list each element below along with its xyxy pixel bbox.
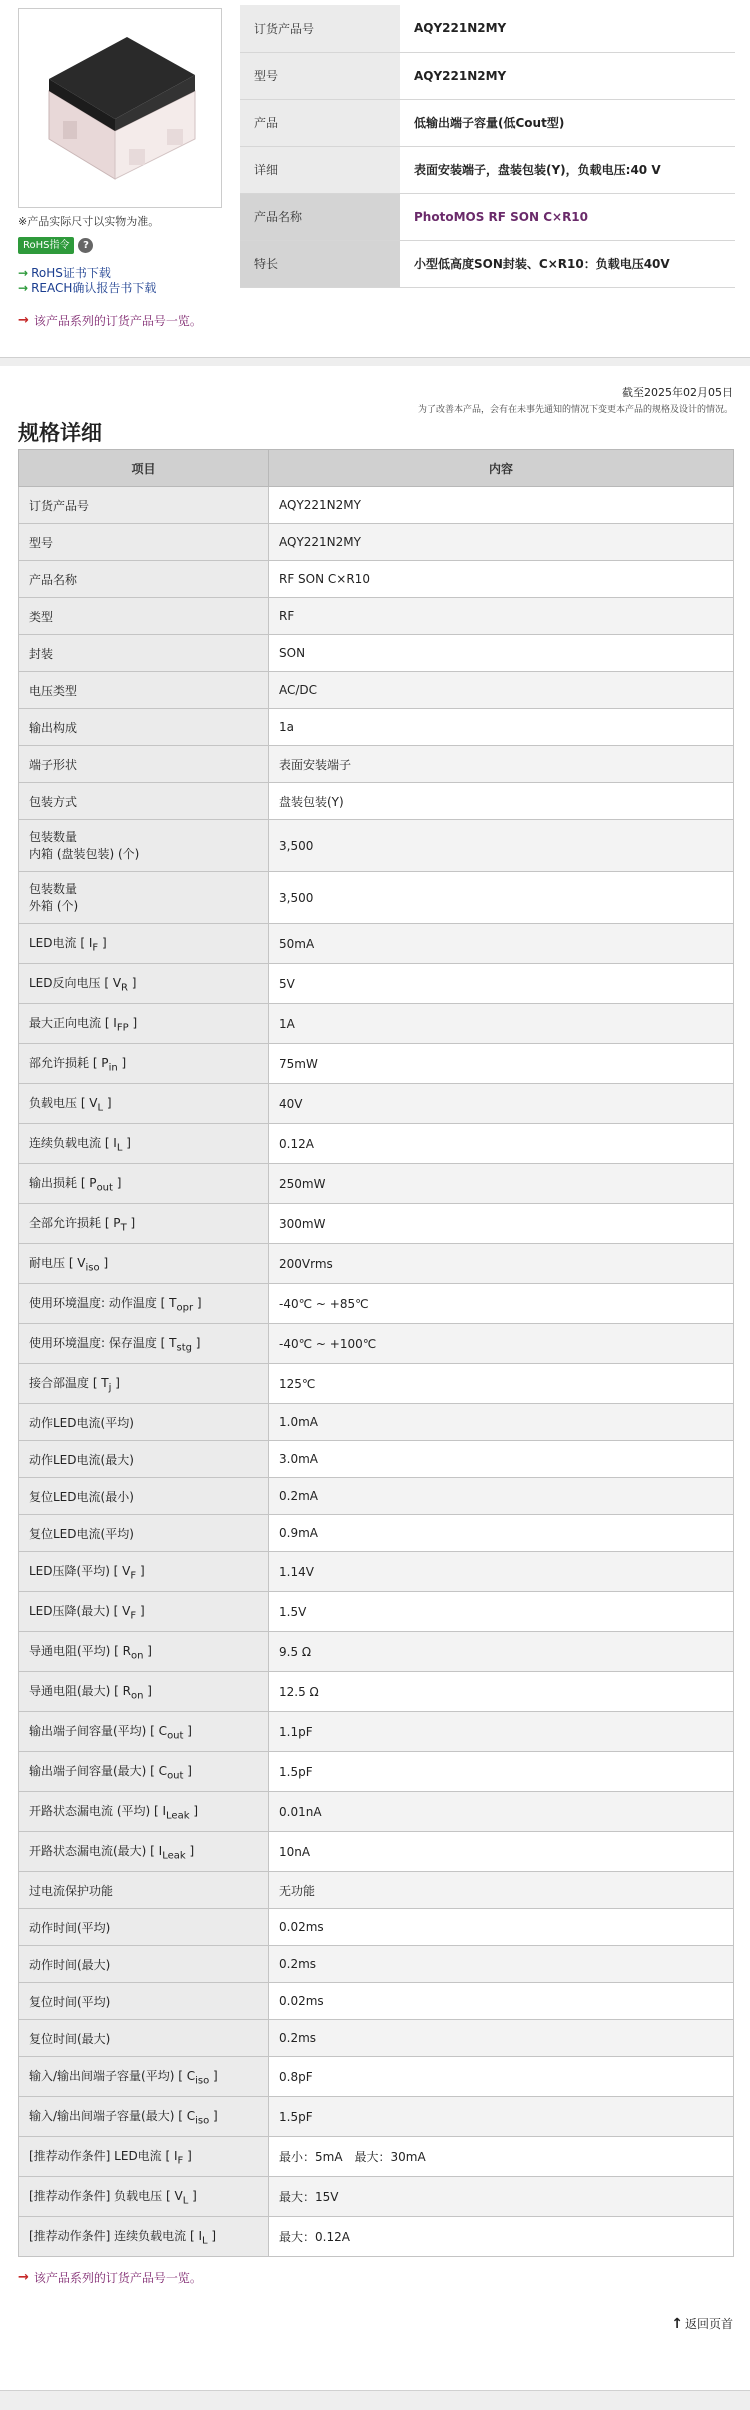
spec-row [19,1792,734,1832]
spec-label-tail: ] [209,2068,218,2083]
spec-value: -40℃ ~ +85℃ [269,1284,734,1324]
spec-header-row [19,450,734,487]
spec-label [19,964,269,1004]
spec-value: 5V [269,964,734,1004]
spec-label-subscript: out [167,1770,184,1782]
spec-value: 0.2ms [269,1946,734,1983]
spec-row [19,672,734,709]
spec-label-tail: ] [185,1843,195,1858]
spec-label-text: 最大正向电流 [ I [29,1015,117,1030]
spec-value: 1A [269,1004,734,1044]
spec-label-text: 使用环境温度: 保存温度 [ T [29,1335,177,1350]
spec-value: 0.02ms [269,1983,734,2020]
spec-label-tail: ] [103,1095,112,1110]
spec-row [19,1592,734,1632]
spec-row [19,598,734,635]
spec-label-text: 导通电阻(最大) [ R [29,1683,132,1698]
spec-label [19,746,269,783]
spec-label-subscript: iso [85,1262,100,1274]
spec-label [19,1592,269,1632]
spec-value: 无功能 [269,1872,734,1909]
summary-key: 详细 [240,146,400,193]
spec-label-text: 过电流保护功能 [29,1883,114,1898]
spec-row [19,1204,734,1244]
spec-label [19,2137,269,2177]
spec-label [19,1478,269,1515]
spec-label-subscript: F [92,942,99,954]
spec-label-text: 输出端子间容量(平均) [ C [29,1723,168,1738]
spec-label-line: 包装数量 [29,829,78,844]
reach-report-label: REACH确认报告书下载 [31,281,157,295]
spec-value: 200Vrms [269,1244,734,1284]
spec-label [19,1204,269,1244]
as-of-date: 截至2025年02月05日 [622,386,733,399]
spec-label-text: 使用环境温度: 动作温度 [ T [29,1295,177,1310]
spec-label-text: LED压降(最大) [ V [29,1603,131,1618]
spec-label [19,1324,269,1364]
spec-label-text: 输出端子间容量(最大) [ C [29,1763,168,1778]
spec-label-subscript: Leak [162,1850,186,1862]
spec-label-subscript: out [96,1182,113,1194]
spec-value: 1.5pF [269,2097,734,2137]
spec-label-subscript: Leak [166,1810,190,1822]
spec-label [19,2177,269,2217]
spec-label-subscript: j [108,1382,112,1394]
spec-label-subscript: stg [176,1342,192,1354]
spec-row [19,1044,734,1084]
spec-label-tail: ] [111,1375,120,1390]
spec-label-text: 输出构成 [29,720,78,735]
spec-label [19,2097,269,2137]
spec-label-line: 外箱 (个) [29,898,79,913]
summary-key: 特长 [240,240,400,287]
spec-value: 1.0mA [269,1404,734,1441]
spec-label [19,1983,269,2020]
series-list-link[interactable] [18,312,202,329]
rohs-badge[interactable]: RoHS指令 [18,237,74,254]
spec-value: 0.2mA [269,1478,734,1515]
spec-label [19,1632,269,1672]
spec-label-subscript: L [202,2235,208,2247]
spec-row [19,1672,734,1712]
spec-value: 3,500 [269,820,734,872]
spec-label-subscript: T [120,1222,127,1234]
spec-label-tail: ] [189,1803,198,1818]
spec-label-subscript: on [131,1650,144,1662]
size-note: ※产品实际尺寸以实物为准。 [18,215,160,228]
spec-label [19,2057,269,2097]
spec-header-content: 内容 [269,450,734,487]
spec-label [19,487,269,524]
spec-label-text: LED反向电压 [ V [29,975,122,990]
spec-value: AQY221N2MY [269,487,734,524]
spec-label-text: 产品名称 [29,572,78,587]
summary-row [240,240,735,287]
spec-label-text: 动作时间(最大) [29,1957,111,1972]
spec-label [19,1712,269,1752]
spec-row [19,924,734,964]
spec-label-subscript: F [130,1570,137,1582]
spec-label [19,1284,269,1324]
spec-value: 0.2ms [269,2020,734,2057]
spec-label-tail: ] [183,1763,192,1778]
spec-row [19,1632,734,1672]
spec-label-text: 输入/输出间端子容量(最大) [ C [29,2108,196,2123]
spec-label [19,1832,269,1872]
spec-label-text: 动作LED电流(平均) [29,1415,134,1430]
spec-label-tail: ] [209,2108,218,2123]
spec-label [19,1672,269,1712]
section-divider-band [0,358,750,366]
spec-row [19,1515,734,1552]
spec-value: 0.9mA [269,1515,734,1552]
spec-row [19,2097,734,2137]
spec-label-subscript: out [167,1730,184,1742]
spec-label [19,524,269,561]
spec-label-text: 封装 [29,646,54,661]
summary-row [240,99,735,146]
spec-row [19,1441,734,1478]
spec-value: 表面安装端子 [269,746,734,783]
spec-label [19,598,269,635]
spec-label [19,709,269,746]
footer-band [0,2390,750,2410]
spec-row [19,1552,734,1592]
spec-label-tail: ] [188,2188,197,2203]
arrow-right-icon: → [18,313,29,328]
spec-label-tail: ] [122,1135,131,1150]
arrow-right-icon: → [18,265,29,280]
spec-row [19,1404,734,1441]
summary-value: 低输出端子容量(低Cout型) [400,99,735,146]
spec-value: SON [269,635,734,672]
spec-value: 1.5pF [269,1752,734,1792]
spec-row [19,2020,734,2057]
spec-value: 1.5V [269,1592,734,1632]
spec-row [19,524,734,561]
spec-value: 75mW [269,1044,734,1084]
spec-label-subscript: iso [195,2075,210,2087]
spec-label-text: 型号 [29,535,54,550]
spec-label-subscript: opr [176,1302,194,1314]
spec-row [19,1946,734,1983]
spec-value: 12.5 Ω [269,1672,734,1712]
spec-label-subscript: L [116,1142,123,1154]
spec-label-tail: ] [136,1563,145,1578]
spec-row [19,1478,734,1515]
spec-label-subscript: L [97,1102,104,1114]
summary-row [240,146,735,193]
spec-label-tail: ] [136,1603,145,1618]
back-to-top-label: 返回页首 [684,2317,733,2331]
spec-value: 最小：5mA 最大：30mA [269,2137,734,2177]
spec-label [19,1552,269,1592]
spec-label [19,1946,269,1983]
spec-row [19,1983,734,2020]
product-summary-table [240,5,735,288]
spec-label-subscript: F [177,2155,184,2167]
spec-label-tail: ] [98,935,107,950]
spec-value: 1.1pF [269,1712,734,1752]
spec-label-text: 导通电阻(平均) [ R [29,1643,132,1658]
spec-label-text: 输出损耗 [ P [29,1175,97,1190]
spec-label-tail: ] [207,2228,217,2243]
summary-row [240,193,735,240]
spec-label-text: 开路状态漏电流(最大) [ I [29,1843,163,1858]
spec-row [19,820,734,872]
summary-value: AQY221N2MY [400,52,735,99]
spec-label-subscript: in [108,1062,118,1074]
spec-label-text: 包装方式 [29,794,78,809]
spec-label [19,672,269,709]
summary-row [240,5,735,52]
spec-label-text: 输入/输出间端子容量(平均) [ C [29,2068,196,2083]
product-name-link[interactable]: PhotoMOS RF SON C×R10 [400,193,735,240]
spec-label [19,2217,269,2257]
spec-label [19,1244,269,1284]
spec-label-text: 订货产品号 [29,498,90,513]
spec-value: 1a [269,709,734,746]
spec-label-tail: ] [112,1175,122,1190]
summary-value: 表面安装端子，盘装包装(Y)，负载电压:40 V [400,146,735,193]
spec-label [19,924,269,964]
spec-value: 9.5 Ω [269,1632,734,1672]
spec-value: 250mW [269,1164,734,1204]
spec-value: 最大：0.12A [269,2217,734,2257]
spec-value: -40℃ ~ +100℃ [269,1324,734,1364]
spec-label-tail: ] [191,1335,201,1350]
spec-row [19,2057,734,2097]
spec-row [19,1872,734,1909]
spec-label-text: 连续负载电流 [ I [29,1135,117,1150]
spec-label-tail: ] [128,1015,138,1030]
spec-label-tail: ] [99,1255,109,1270]
spec-value: 3,500 [269,872,734,924]
spec-label-text: [推荐动作条件] 负载电压 [ V [29,2188,183,2203]
spec-label-text: 负载电压 [ V [29,1095,98,1110]
spec-label-text: 复位时间(平均) [29,1994,111,2009]
spec-row [19,783,734,820]
spec-label-line: 内箱 (盘装包装) (个) [29,846,140,861]
spec-row [19,635,734,672]
spec-label-line: 包装数量 [29,881,78,896]
spec-row [19,1324,734,1364]
spec-value: 50mA [269,924,734,964]
spec-header-item: 项目 [19,450,269,487]
spec-label-subscript: FP [116,1022,129,1034]
spec-label [19,1164,269,1204]
spec-title: 规格详细 [18,421,102,445]
spec-table [18,449,734,2257]
spec-row [19,1084,734,1124]
spec-row [19,2137,734,2177]
spec-label [19,1364,269,1404]
arrow-up-icon: ↑ [671,2315,683,2332]
spec-label [19,1515,269,1552]
spec-label-text: 复位LED电流(平均) [29,1526,134,1541]
spec-row [19,1712,734,1752]
spec-disclaimer: 为了改善本产品，会有在未事先通知的情况下变更本产品的规格及设计的情况。 [417,405,733,415]
spec-value: 最大：15V [269,2177,734,2217]
spec-label [19,561,269,598]
spec-value: 125℃ [269,1364,734,1404]
spec-label [19,1084,269,1124]
spec-label [19,2020,269,2057]
spec-label [19,872,269,924]
spec-label [19,820,269,872]
summary-row [240,52,735,99]
spec-row [19,1284,734,1324]
spec-label-text: LED压降(平均) [ V [29,1563,131,1578]
spec-label-tail: ] [117,1055,127,1070]
summary-key: 产品 [240,99,400,146]
spec-row [19,1164,734,1204]
rohs-row [18,237,93,254]
product-overview [0,0,750,340]
spec-label [19,1044,269,1084]
series-list-link-bottom[interactable] [18,2269,202,2286]
spec-label-tail: ] [143,1643,152,1658]
spec-label-text: 复位LED电流(最小) [29,1489,134,1504]
spec-label-text: 端子形状 [29,757,78,772]
spec-value: 40V [269,1084,734,1124]
series-list-label: 该产品系列的订货产品号一览。 [33,314,202,328]
spec-row [19,2217,734,2257]
spec-row [19,1752,734,1792]
spec-row [19,872,734,924]
spec-label-tail: ] [193,1295,202,1310]
spec-value: 0.8pF [269,2057,734,2097]
spec-value: RF [269,598,734,635]
spec-label-text: 类型 [29,609,54,624]
spec-label-subscript: R [121,982,128,994]
product-image [18,8,222,208]
spec-label-text: 接合部温度 [ T [29,1375,109,1390]
spec-row [19,487,734,524]
spec-row [19,1124,734,1164]
spec-label [19,1404,269,1441]
spec-row [19,1244,734,1284]
spec-row [19,1909,734,1946]
spec-value: 0.01nA [269,1792,734,1832]
spec-label [19,1004,269,1044]
spec-row [19,2177,734,2217]
spec-value: 3.0mA [269,1441,734,1478]
spec-value: 1.14V [269,1552,734,1592]
spec-label [19,1872,269,1909]
summary-key: 型号 [240,52,400,99]
spec-label [19,1909,269,1946]
help-icon[interactable]: ? [78,238,93,253]
spec-label [19,1792,269,1832]
spec-label [19,1752,269,1792]
spec-value: AC/DC [269,672,734,709]
spec-label [19,1441,269,1478]
spec-label-text: 开路状态漏电流 (平均) [ I [29,1803,167,1818]
spec-label-text: LED电流 [ I [29,935,93,950]
summary-key: 产品名称 [240,193,400,240]
spec-row [19,1004,734,1044]
spec-label-subscript: iso [195,2115,210,2127]
spec-value: AQY221N2MY [269,524,734,561]
summary-value: 小型低高度SON封装、C×R10：负载电压40V [400,240,735,287]
spec-label [19,1124,269,1164]
spec-value: 盘装包装(Y) [269,783,734,820]
spec-label-text: 动作LED电流(最大) [29,1452,134,1467]
spec-label [19,635,269,672]
spec-label-tail: ] [127,975,137,990]
rohs-certificate-label: RoHS证书下载 [31,266,111,280]
spec-label-text: 耐电压 [ V [29,1255,86,1270]
spec-row [19,709,734,746]
spec-label-text: 复位时间(最大) [29,2031,111,2046]
spec-value: 10nA [269,1832,734,1872]
spec-row [19,746,734,783]
spec-label-tail: ] [126,1215,136,1230]
arrow-right-icon: → [18,280,29,295]
spec-label-text: 电压类型 [29,683,78,698]
spec-label-tail: ] [183,1723,192,1738]
arrow-right-icon: → [18,2270,29,2285]
summary-key: 订货产品号 [240,5,400,52]
reach-report-link[interactable] [18,279,156,296]
spec-row [19,561,734,598]
spec-label-subscript: F [130,1610,137,1622]
spec-row [19,1364,734,1404]
spec-row [19,964,734,1004]
spec-value: 0.02ms [269,1909,734,1946]
spec-label [19,783,269,820]
spec-label-tail: ] [143,1683,152,1698]
spec-label-tail: ] [183,2148,192,2163]
spec-label-subscript: L [182,2195,189,2207]
spec-label-text: [推荐动作条件] LED电流 [ I [29,2148,178,2163]
spec-label-text: 动作时间(平均) [29,1920,111,1935]
spec-label-text: [推荐动作条件] 连续负载电流 [ I [29,2228,203,2243]
series-list-label: 该产品系列的订货产品号一览。 [33,2271,202,2285]
spec-value: RF SON C×R10 [269,561,734,598]
spec-label-text: 全部允许损耗 [ P [29,1215,121,1230]
summary-value: AQY221N2MY [400,5,735,52]
spec-value: 300mW [269,1204,734,1244]
spec-row [19,1832,734,1872]
back-to-top-link[interactable] [671,2315,733,2332]
spec-value: 0.12A [269,1124,734,1164]
spec-label-text: 部允许损耗 [ P [29,1055,109,1070]
spec-label-subscript: on [131,1690,144,1702]
